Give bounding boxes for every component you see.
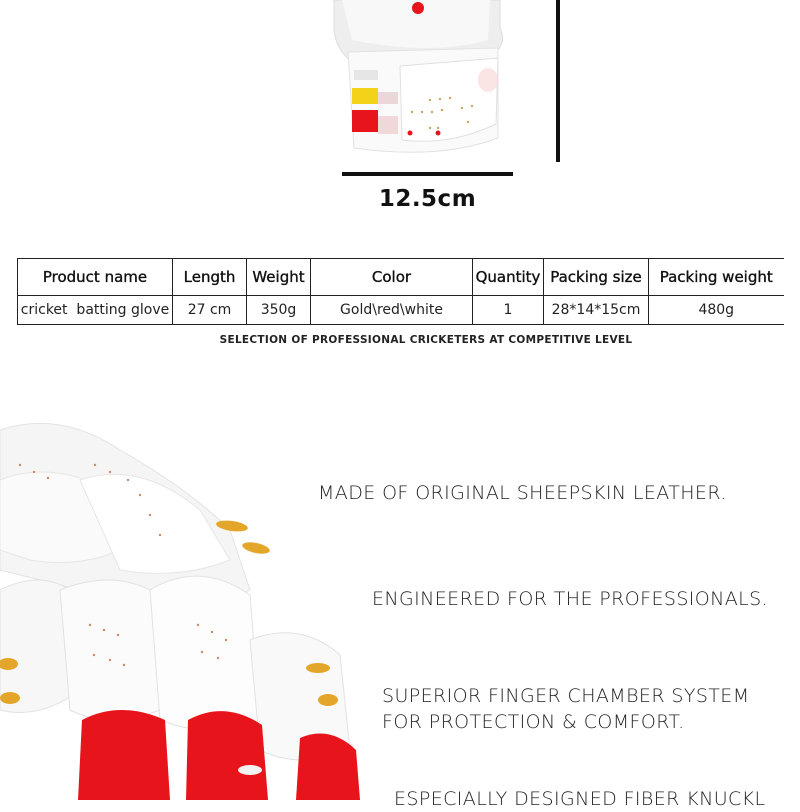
- table-row: [18, 296, 784, 325]
- cell-packing-weight: 480g: [649, 296, 784, 325]
- glove-product-image: [330, 0, 510, 160]
- header-product-name: Product name: [18, 259, 173, 296]
- width-dimension-line: [342, 172, 513, 176]
- cell-weight: 350g: [247, 296, 311, 325]
- spec-table-header-row: [18, 259, 784, 296]
- feature-fiber-knuckle: ESPECIALLY DESIGNED FIBER KNUCKL: [394, 788, 766, 810]
- width-dimension-label: 12.5cm: [378, 186, 477, 212]
- header-packing-weight: Packing weight: [649, 259, 784, 296]
- cell-color: Gold\red\white: [311, 296, 473, 325]
- glove-fingers-image: [0, 420, 380, 800]
- feature-finger-chamber: SUPERIOR FINGER CHAMBER SYSTEM FOR PROTECTION & COMFORT.: [382, 685, 750, 733]
- cell-packing-size: 28*14*15cm: [544, 296, 649, 325]
- spec-table: [17, 258, 784, 325]
- feature-engineered-professionals: ENGINEERED FOR THE PROFESSIONALS.: [372, 588, 769, 610]
- header-length: Length: [173, 259, 247, 296]
- cell-length: 27 cm: [173, 296, 247, 325]
- height-dimension-line: [556, 0, 560, 162]
- tagline: SELECTION OF PROFESSIONAL CRICKETERS AT COMPETITIVE LEVEL: [219, 334, 633, 346]
- cell-product-name: cricket batting glove: [18, 296, 173, 325]
- header-quantity: Quantity: [473, 259, 544, 296]
- feature-sheepskin-leather: MADE OF ORIGINAL SHEEPSKIN LEATHER.: [318, 482, 727, 504]
- header-packing-size: Packing size: [544, 259, 649, 296]
- header-weight: Weight: [247, 259, 311, 296]
- header-color: Color: [311, 259, 473, 296]
- cell-quantity: 1: [473, 296, 544, 325]
